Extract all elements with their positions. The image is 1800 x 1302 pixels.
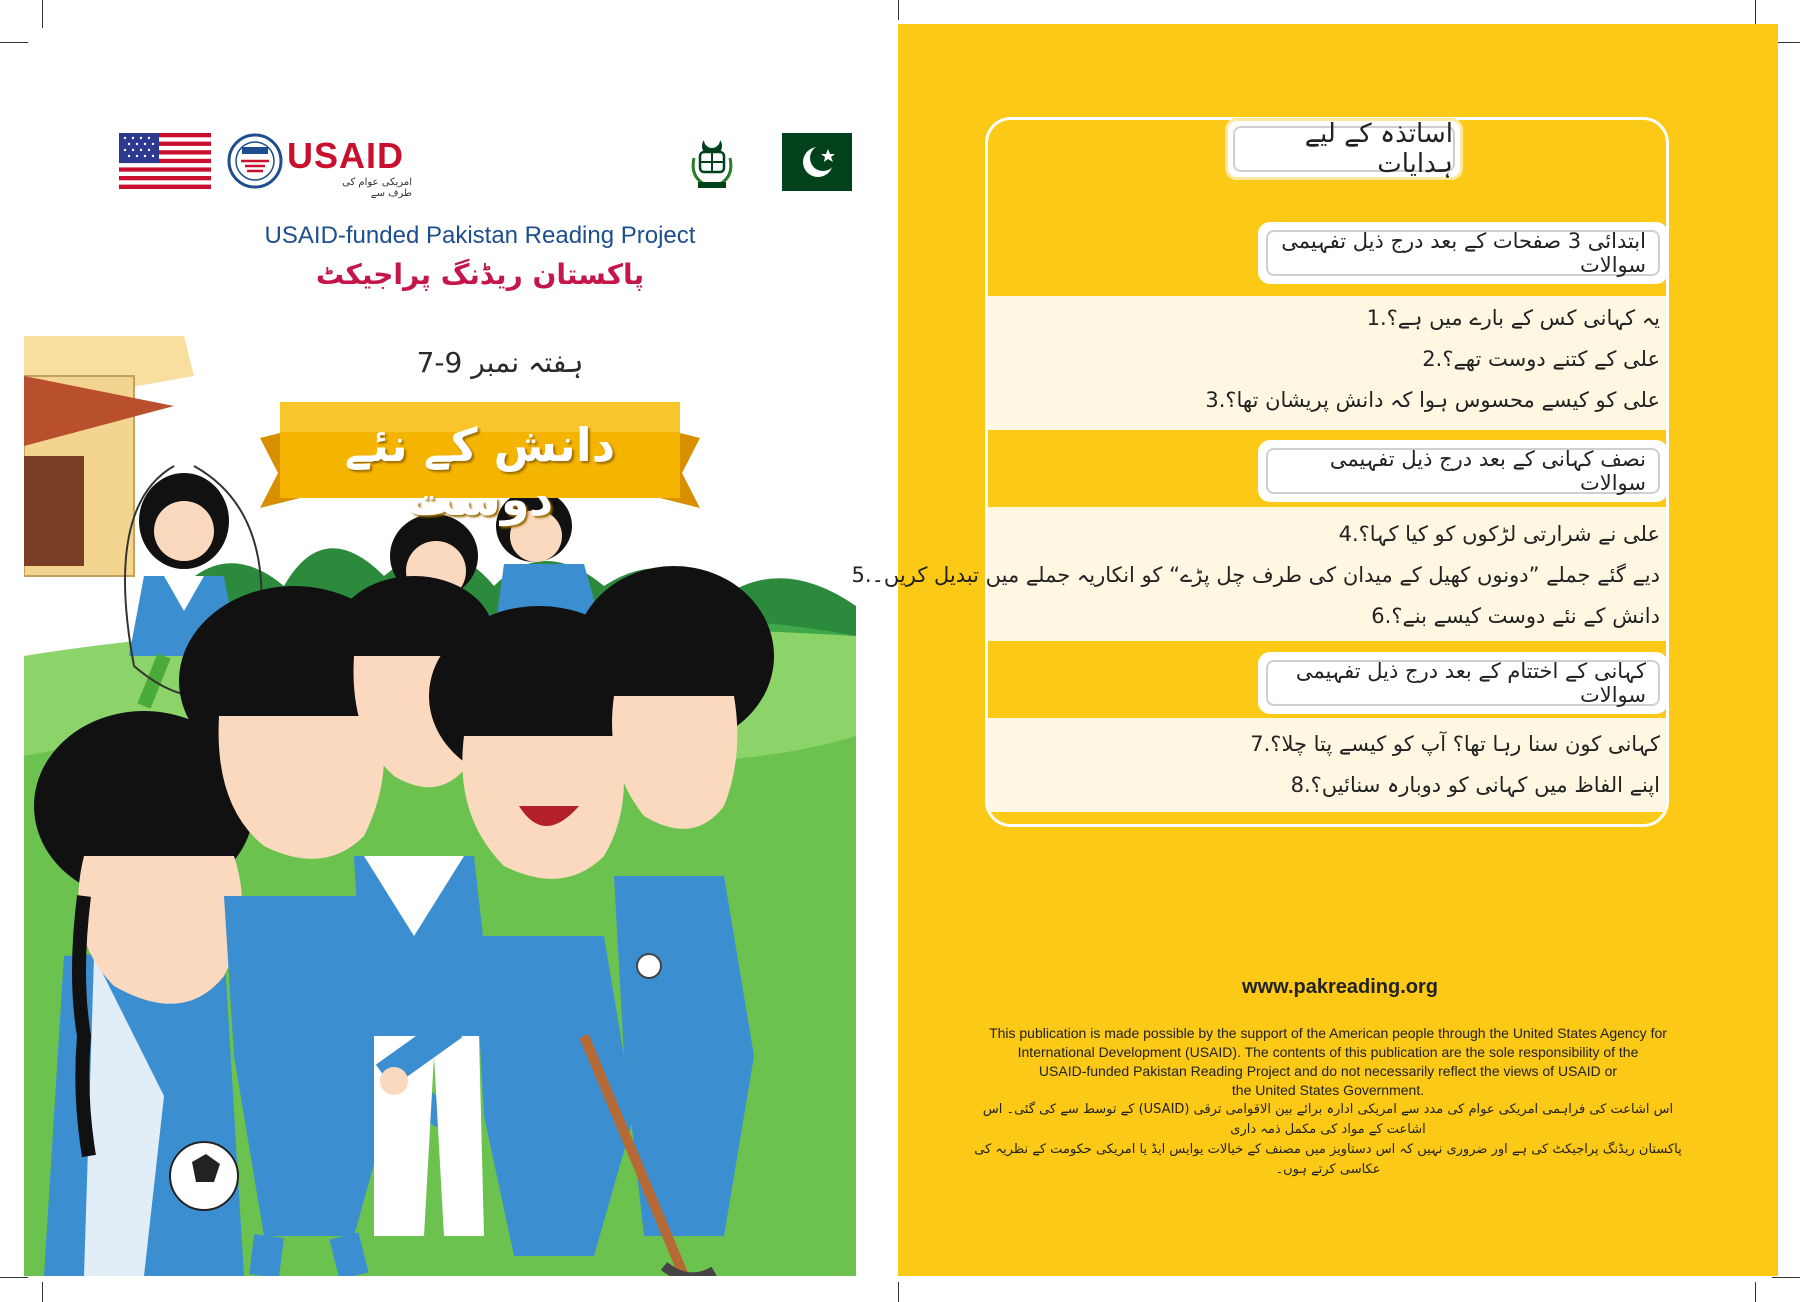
instructions-header [1225,118,1463,180]
question-item: علی کے کتنے دوست تھے؟2. [1422,347,1660,371]
usaid-wordmark: USAID [287,135,405,176]
question-item: علی نے شرارتی لڑکوں کو کیا کہا؟4. [1338,522,1660,546]
pakistan-flag-icon [758,133,852,191]
disclaimer-english: This publication is made possible by the support of the American people through the United States Agency for International Development (USAID). The contents of this publication are the sole responsibility of the USAID-funded Pakistan Reading Project and do not necessarily reflect the views of USAID or the United States Government. [989,1025,1667,1098]
section-header [1258,222,1668,284]
question-item: دانش کے نئے دوست کیسے بنے؟6. [1371,604,1660,628]
crop-mark [1755,1282,1756,1302]
website-link[interactable]: www.pakreading.org [1242,976,1438,998]
crop-mark [898,0,899,20]
disclaimer-urdu: اس اشاعت کی فراہمی امریکی عوام کی مدد سے امریکی ادارہ برائے بین الاقوامی ترقی (USAID) کے توسط سے کی گئی۔ اس اشاعت کے مواد کی مکمل ذمہ داری پاکستان ریڈنگ پراجیکٹ کی ہے اور ضروری نہیں کہ اس دستاویز میں مصنف کے خیالات یوایس ایڈ یا امریکی حکومت کے نظریہ کی عکاسی کرتے ہوں۔ [974,1102,1682,1177]
crop-mark [1772,1277,1800,1278]
instructions-header-text: اساتذہ کے لیے ہدایات [1304,119,1453,179]
week-label: ہفتہ نمبر 9-7 [416,346,584,379]
section-title: کہانی کے اختتام کے بعد درج ذیل تفہیمی سوالات [1295,659,1646,707]
section-header [1258,652,1668,714]
section-title: ابتدائی 3 صفحات کے بعد درج ذیل تفہیمی سوالات [1281,229,1646,277]
question-item: دیے گئے جملے ”دونوں کھیل کے میدان کی طرف چل پڑے“ کو انکاریہ جملے میں تبدیل کریں۔5. [851,563,1660,587]
pakistan-emblem-icon [690,138,734,190]
usaid-tagline: امریکی عوام کی طرف سے [342,177,412,199]
section-title: نصف کہانی کے بعد درج ذیل تفہیمی سوالات [1329,447,1646,495]
question-item: علی کو کیسے محسوس ہوا کہ دانش پریشان تھا؟3. [1205,388,1660,412]
project-title-ur: پاکستان ریڈنگ پراجیکٹ [315,258,645,291]
section-header [1258,440,1668,502]
crop-mark [898,1282,899,1302]
question-item: یہ کہانی کس کے بارے میں ہے؟1. [1366,306,1660,330]
project-title-en: USAID-funded Pakistan Reading Project [264,222,696,249]
question-item: اپنے الفاظ میں کہانی کو دوبارہ سنائیں؟8. [1290,773,1660,797]
usaid-logo [227,133,412,199]
cover-page [0,0,860,1302]
us-flag-icon [119,133,211,189]
question-item: کہانی کون سنا رہا تھا؟ آپ کو کیسے پتا چلا؟7. [1250,732,1660,756]
usaid-seal-icon [227,133,283,189]
book-title: دانش کے نئے دوست [344,418,616,526]
